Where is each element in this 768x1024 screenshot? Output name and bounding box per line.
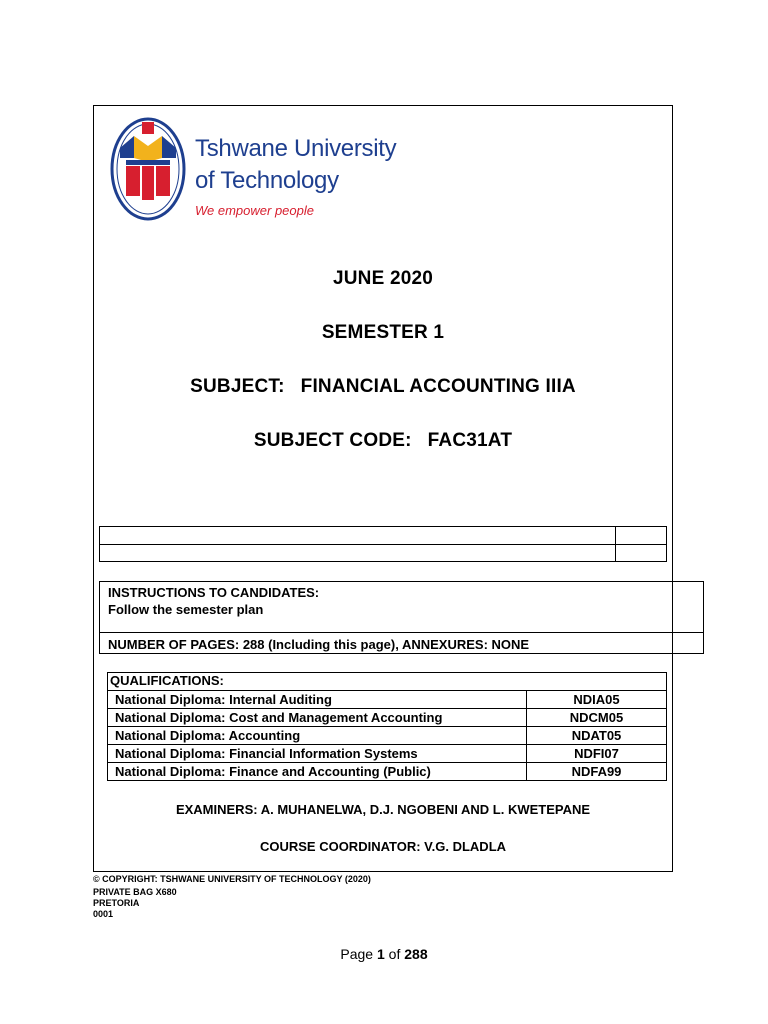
page-current: 1	[376, 946, 385, 962]
copyright: © COPYRIGHT: TSHWANE UNIVERSITY OF TECHNOLOGY (2020)	[93, 874, 371, 884]
logo-name-line2: of Technology	[195, 167, 339, 194]
qualifications-heading-text: QUALIFICATIONS:	[110, 673, 224, 688]
number-of-pages: NUMBER OF PAGES: 288 (Including this page), ANNEXURES: NONE	[108, 637, 530, 652]
examiners: EXAMINERS: A. MUHANELWA, D.J. NGOBENI AND L. KWETEPANE	[175, 802, 591, 817]
blank-table	[99, 526, 667, 562]
qualification-name: National Diploma: Financial Information Systems	[108, 745, 527, 763]
qualification-name: National Diploma: Internal Auditing	[108, 691, 527, 709]
exam-date: JUNE 2020	[332, 268, 434, 289]
qualification-code: NDIA05	[527, 691, 667, 709]
address-line-1: PRIVATE BAG X680	[93, 887, 177, 897]
page-number	[0, 946, 768, 962]
table-divider	[100, 544, 666, 545]
subject-label: SUBJECT:	[190, 376, 285, 397]
qualifications-table	[107, 690, 667, 781]
instructions-heading: INSTRUCTIONS TO CANDIDATES:	[108, 585, 320, 600]
qualification-code: NDAT05	[527, 727, 667, 745]
table-divider	[615, 527, 616, 561]
subject-line	[93, 376, 673, 398]
qualification-name: National Diploma: Accounting	[108, 727, 527, 745]
instructions-text: Follow the semester plan	[108, 602, 264, 617]
logo-tagline: We empower people	[195, 203, 314, 218]
page-total: 288	[404, 946, 428, 962]
page-of: of	[388, 946, 401, 962]
instructions-divider	[100, 632, 703, 633]
qualification-name: National Diploma: Cost and Management Accounting	[108, 709, 527, 727]
qualifications-heading	[107, 673, 224, 688]
qualification-code: NDCM05	[527, 709, 667, 727]
qualification-row	[108, 709, 667, 727]
logo-name-line1: Tshwane University	[195, 135, 397, 162]
qualification-row	[108, 763, 667, 781]
address-line-3: 0001	[93, 909, 114, 919]
subject-code-line	[93, 430, 673, 452]
instructions-box	[99, 581, 704, 654]
qualification-row	[108, 727, 667, 745]
qualification-code: NDFA99	[527, 763, 667, 781]
subject-code-label: SUBJECT CODE:	[253, 430, 412, 451]
address-line-2: PRETORIA	[93, 898, 140, 908]
subject-value: FINANCIAL ACCOUNTING IIIA	[300, 376, 576, 397]
qualification-row	[108, 691, 667, 709]
qualification-name: National Diploma: Finance and Accounting (Public)	[108, 763, 527, 781]
semester: SEMESTER 1	[321, 322, 445, 343]
page-word: Page	[340, 946, 374, 962]
course-coordinator: COURSE COORDINATOR: V.G. DLADLA	[259, 839, 507, 854]
qualification-row	[108, 745, 667, 763]
qualification-code: NDFI07	[527, 745, 667, 763]
subject-code-value: FAC31AT	[427, 430, 513, 451]
